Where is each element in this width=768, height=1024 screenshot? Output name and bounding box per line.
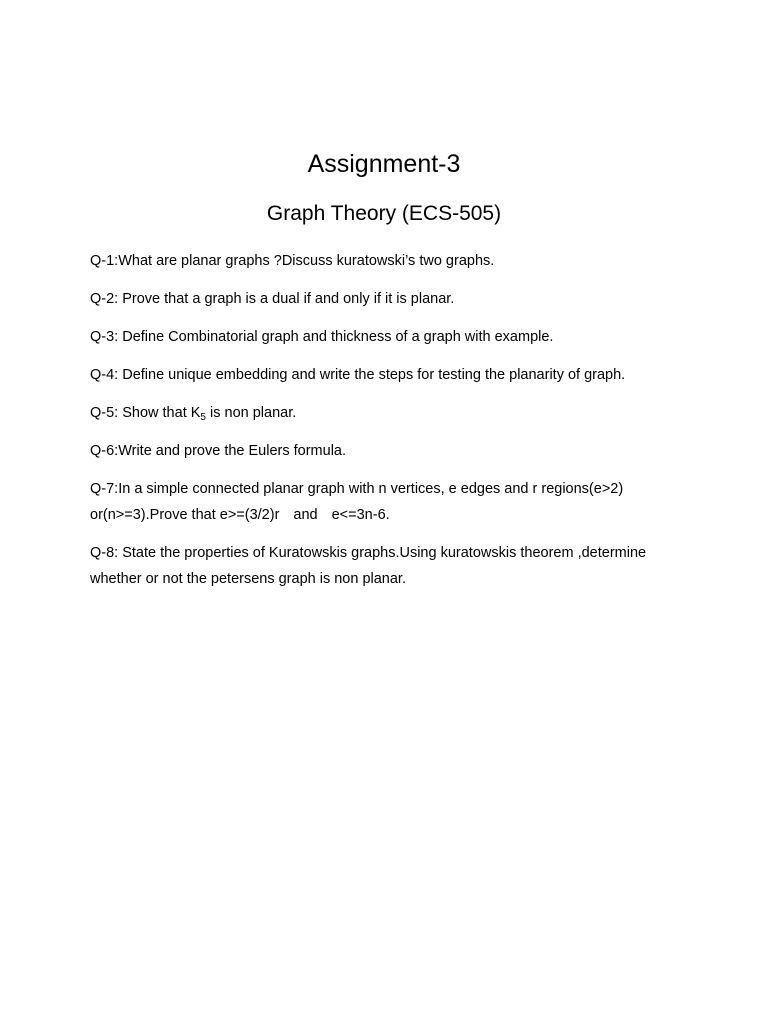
question-text: Show that K xyxy=(118,405,201,421)
question-text-end: e<=3n-6. xyxy=(331,507,390,523)
question-text-and: and xyxy=(293,507,318,523)
question-label: Q-3: xyxy=(90,329,119,345)
question-list xyxy=(90,248,680,604)
question-label: Q-7: xyxy=(90,481,119,497)
question-4 xyxy=(90,362,680,388)
question-6 xyxy=(90,438,680,464)
subscript: 5 xyxy=(200,412,206,423)
question-label: Q-8: xyxy=(90,545,119,561)
question-7 xyxy=(90,476,680,528)
question-label: Q-2: xyxy=(90,291,119,307)
question-label: Q-5: xyxy=(90,405,119,421)
question-2 xyxy=(90,286,680,312)
question-label: Q-4: xyxy=(90,367,119,383)
question-text: Define unique embedding and write the steps for testing the planarity of graph. xyxy=(118,367,626,383)
question-text-end: is non planar. xyxy=(205,405,297,421)
question-1 xyxy=(90,248,680,274)
question-3 xyxy=(90,324,680,350)
question-text: Define Combinatorial graph and thickness of a graph with example. xyxy=(118,329,554,345)
question-label: Q-1: xyxy=(90,253,119,269)
question-text: State the properties of Kuratowskis graphs.Using kuratowskis theorem ,determine whether or not the petersens graph is non planar. xyxy=(90,545,647,587)
question-text: In a simple connected planar graph with n vertices, e edges and r regions(e>2) or(n>=3).Prove that e>=(3/2)r xyxy=(90,481,624,523)
page-title: Assignment-3 xyxy=(307,150,461,178)
question-8 xyxy=(90,540,680,592)
page-subtitle: Graph Theory (ECS-505) xyxy=(266,202,502,225)
question-text: Write and prove the Eulers formula. xyxy=(118,443,347,459)
question-5 xyxy=(90,400,680,426)
question-label: Q-6: xyxy=(90,443,119,459)
question-text: Prove that a graph is a dual if and only if it is planar. xyxy=(118,291,455,307)
question-text: What are planar graphs ?Discuss kuratowski’s two graphs. xyxy=(118,253,495,269)
